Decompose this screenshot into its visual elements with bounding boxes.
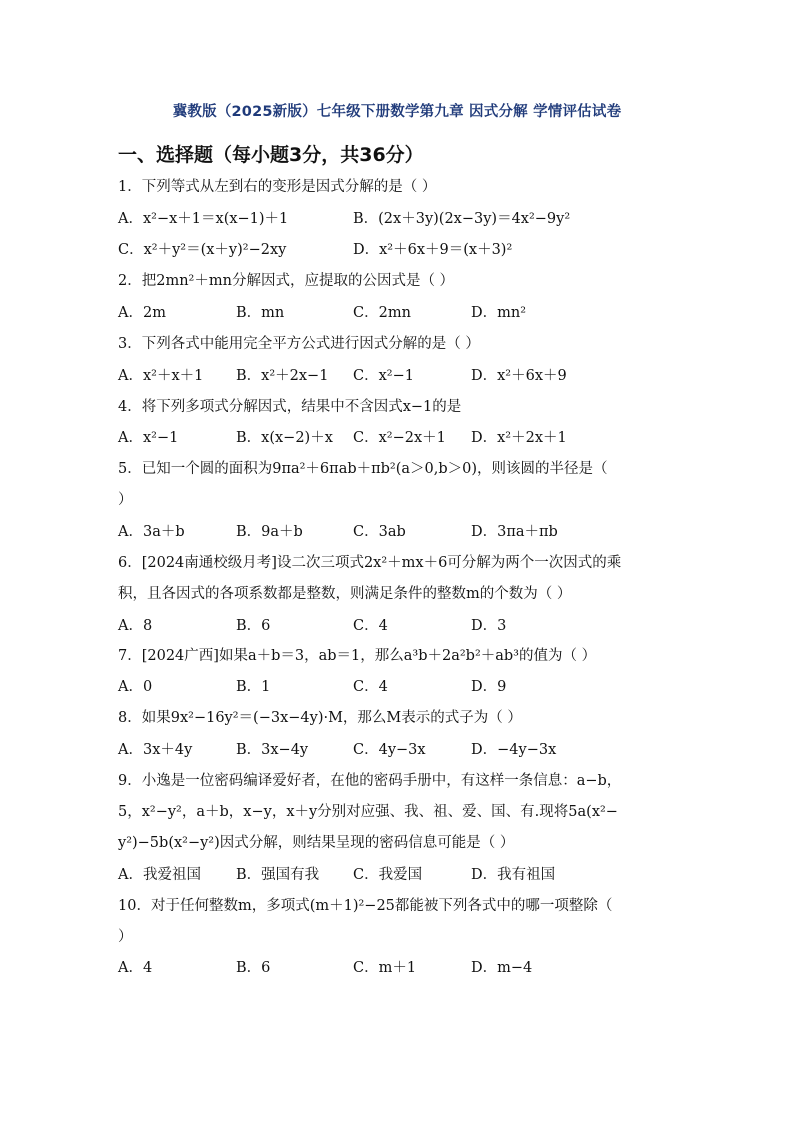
question-4: [118, 392, 683, 423]
question-3-options: [118, 361, 708, 392]
question-3-option-d[interactable]: D．x²＋6x＋9: [471, 368, 567, 384]
question-3: [118, 329, 683, 360]
question-6-option-d[interactable]: D．3: [471, 618, 507, 634]
question-1-options-row-2: [118, 235, 708, 266]
question-3-option-a[interactable]: A．x²＋x＋1: [118, 368, 204, 384]
question-10-option-b[interactable]: B．6: [236, 960, 271, 976]
question-10-options: [118, 953, 708, 984]
question-10: [118, 891, 683, 953]
section-heading: 一、选择题（每小题3分，共36分）: [118, 144, 424, 166]
question-5-stem-line-1: 5．已知一个圆的面积为9πa²＋6πab＋πb²(a＞0,b＞0)，则该圆的半径是（: [118, 461, 608, 477]
question-7-option-c[interactable]: C．4: [353, 679, 388, 695]
question-2: [118, 266, 683, 297]
question-8-option-c[interactable]: C．4y−3x: [353, 742, 426, 758]
question-7-stem: 7．[2024广西]如果a＋b＝3，ab＝1，那么a³b＋2a²b²＋ab³的值为（ ）: [118, 648, 597, 664]
question-4-option-b[interactable]: B．x(x−2)＋x: [236, 430, 333, 446]
question-8-option-b[interactable]: B．3x−4y: [236, 742, 309, 758]
question-10-option-a[interactable]: A．4: [118, 960, 153, 976]
question-9-option-a[interactable]: A．我爱祖国: [118, 867, 201, 883]
question-9-option-c[interactable]: C．我爱国: [353, 867, 423, 883]
question-10-stem-line-1: 10．对于任何整数m，多项式(m＋1)²−25都能被下列各式中的哪一项整除（: [118, 898, 613, 914]
question-5-stem-line-2: ）: [118, 492, 133, 508]
question-5: [118, 454, 683, 516]
question-9-options: [118, 860, 708, 891]
question-7: [118, 641, 683, 672]
question-5-option-b[interactable]: B．9a＋b: [236, 524, 303, 540]
question-4-option-a[interactable]: A．x²−1: [118, 430, 179, 446]
question-2-option-b[interactable]: B．mn: [236, 305, 285, 321]
question-9-stem-line-3: y²)−5b(x²−y²)因式分解，则结果呈现的密码信息可能是（ ）: [118, 835, 515, 851]
question-8-option-a[interactable]: A．3x＋4y: [118, 742, 193, 758]
question-5-option-a[interactable]: A．3a＋b: [118, 524, 185, 540]
question-6-option-a[interactable]: A．8: [118, 618, 153, 634]
page-title: 冀教版（2025新版）七年级下册数学第九章 因式分解 学情评估试卷: [172, 104, 622, 120]
question-7-options: [118, 672, 708, 703]
question-5-option-c[interactable]: C．3ab: [353, 524, 406, 540]
question-4-option-d[interactable]: D．x²＋2x＋1: [471, 430, 567, 446]
question-10-option-c[interactable]: C．m＋1: [353, 960, 417, 976]
question-3-option-b[interactable]: B．x²＋2x−1: [236, 368, 329, 384]
question-7-option-a[interactable]: A．0: [118, 679, 153, 695]
question-1-option-a[interactable]: A．x²−x＋1＝x(x−1)＋1: [118, 211, 289, 227]
question-9: [118, 766, 683, 859]
question-6: [118, 548, 683, 610]
question-4-stem: 4．将下列多项式分解因式，结果中不含因式x−1的是: [118, 399, 462, 415]
question-8-stem: 8．如果9x²−16y²＝(−3x−4y)·M，那么M表示的式子为（ ）: [118, 710, 522, 726]
question-5-options: [118, 517, 708, 548]
question-7-option-d[interactable]: D．9: [471, 679, 507, 695]
question-2-options: [118, 298, 708, 329]
question-10-stem-line-2: ）: [118, 929, 133, 945]
question-10-option-d[interactable]: D．m−4: [471, 960, 533, 976]
question-6-stem-line-2: 积，且各因式的各项系数都是整数，则满足条件的整数m的个数为（ ）: [118, 586, 572, 602]
question-6-options: [118, 611, 708, 642]
question-4-options: [118, 423, 708, 454]
question-4-option-c[interactable]: C．x²−2x＋1: [353, 430, 446, 446]
question-3-stem: 3．下列各式中能用完全平方公式进行因式分解的是（ ）: [118, 336, 480, 352]
question-8-option-d[interactable]: D．−4y−3x: [471, 742, 557, 758]
question-1-option-b[interactable]: B．(2x＋3y)(2x−3y)＝4x²−9y²: [353, 211, 571, 227]
question-1-option-d[interactable]: D．x²＋6x＋9＝(x＋3)²: [353, 242, 513, 258]
question-6-option-b[interactable]: B．6: [236, 618, 271, 634]
question-8: [118, 703, 683, 734]
question-2-option-a[interactable]: A．2m: [118, 305, 166, 321]
question-3-option-c[interactable]: C．x²−1: [353, 368, 414, 384]
question-2-stem: 2．把2mn²＋mn分解因式，应提取的公因式是（ ）: [118, 273, 455, 289]
question-2-option-d[interactable]: D．mn²: [471, 305, 527, 321]
question-9-stem-line-2: 5，x²−y²，a＋b，x−y，x＋y分别对应强、我、祖、爱、国、有.现将5a(x²−: [118, 804, 618, 820]
question-7-option-b[interactable]: B．1: [236, 679, 271, 695]
question-1-stem: 1．下列等式从左到右的变形是因式分解的是（ ）: [118, 179, 437, 195]
question-2-option-c[interactable]: C．2mn: [353, 305, 411, 321]
question-1-options-row-1: [118, 204, 708, 235]
question-9-option-b[interactable]: B．强国有我: [236, 867, 320, 883]
question-9-option-d[interactable]: D．我有祖国: [471, 867, 556, 883]
question-1: [118, 172, 683, 203]
question-9-stem-line-1: 9．小逸是一位密码编译爱好者，在他的密码手册中，有这样一条信息：a−b，: [118, 773, 622, 789]
question-5-option-d[interactable]: D．3πa＋πb: [471, 524, 558, 540]
question-6-option-c[interactable]: C．4: [353, 618, 388, 634]
question-8-options: [118, 735, 708, 766]
question-1-option-c[interactable]: C．x²＋y²＝(x＋y)²−2xy: [118, 242, 287, 258]
question-6-stem-line-1: 6．[2024南通校级月考]设二次三项式2x²＋mx＋6可分解为两个一次因式的乘: [118, 555, 622, 571]
